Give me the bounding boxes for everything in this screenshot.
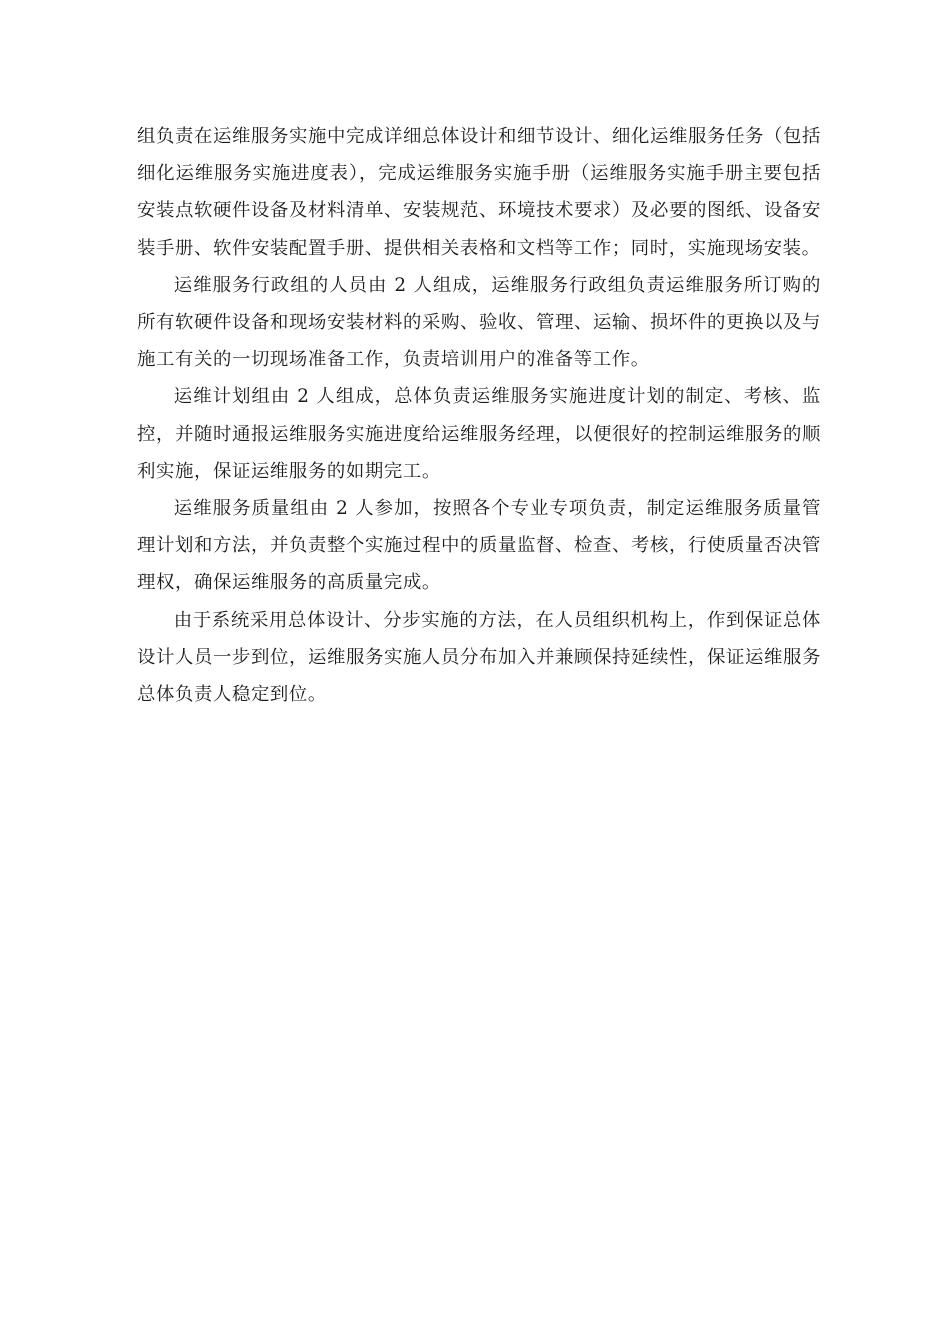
paragraph-admin-group: 运维服务行政组的人员由 2 人组成，运维服务行政组负责运维服务所订购的所有软硬件设备和现场安装材料的采购、验收、管理、运输、损坏件的更换以及与施工有关的一切现场准备工作，负责培训用户的准备等工作。 [137, 274, 821, 371]
paragraph-quality-group: 运维服务质量组由 2 人参加，按照各个专业专项负责，制定运维服务质量管理计划和方法，并负责整个实施过程中的质量监督、检查、考核，行使质量否决管理权，确保运维服务的高质量完成。 [137, 498, 821, 594]
paragraph-planning-group: 运维计划组由 2 人组成，总体负责运维服务实施进度计划的制定、考核、监控，并随时通报运维服务实施进度给运维服务经理，以便很好的控制运维服务的顺利实施，保证运维服务的如期完工。 [137, 386, 821, 482]
document-body [137, 118, 821, 713]
paragraph-continuation: 组负责在运维服务实施中完成详细总体设计和细节设计、细化运维服务任务（包括细化运维服务实施进度表），完成运维服务实施手册（运维服务实施手册主要包括安装点软硬件设备及材料清单、安装规范、环境技术要求）及必要的图纸、设备安装手册、软件安装配置手册、提供相关表格和文档等工作；同时，实施现场安装。 [137, 126, 821, 259]
paragraph-staffing-approach: 由于系统采用总体设计、分步实施的方法，在人员组织机构上，作到保证总体设计人员一步到位，运维服务实施人员分布加入并兼顾保持延续性，保证运维服务总体负责人稳定到位。 [137, 609, 821, 706]
